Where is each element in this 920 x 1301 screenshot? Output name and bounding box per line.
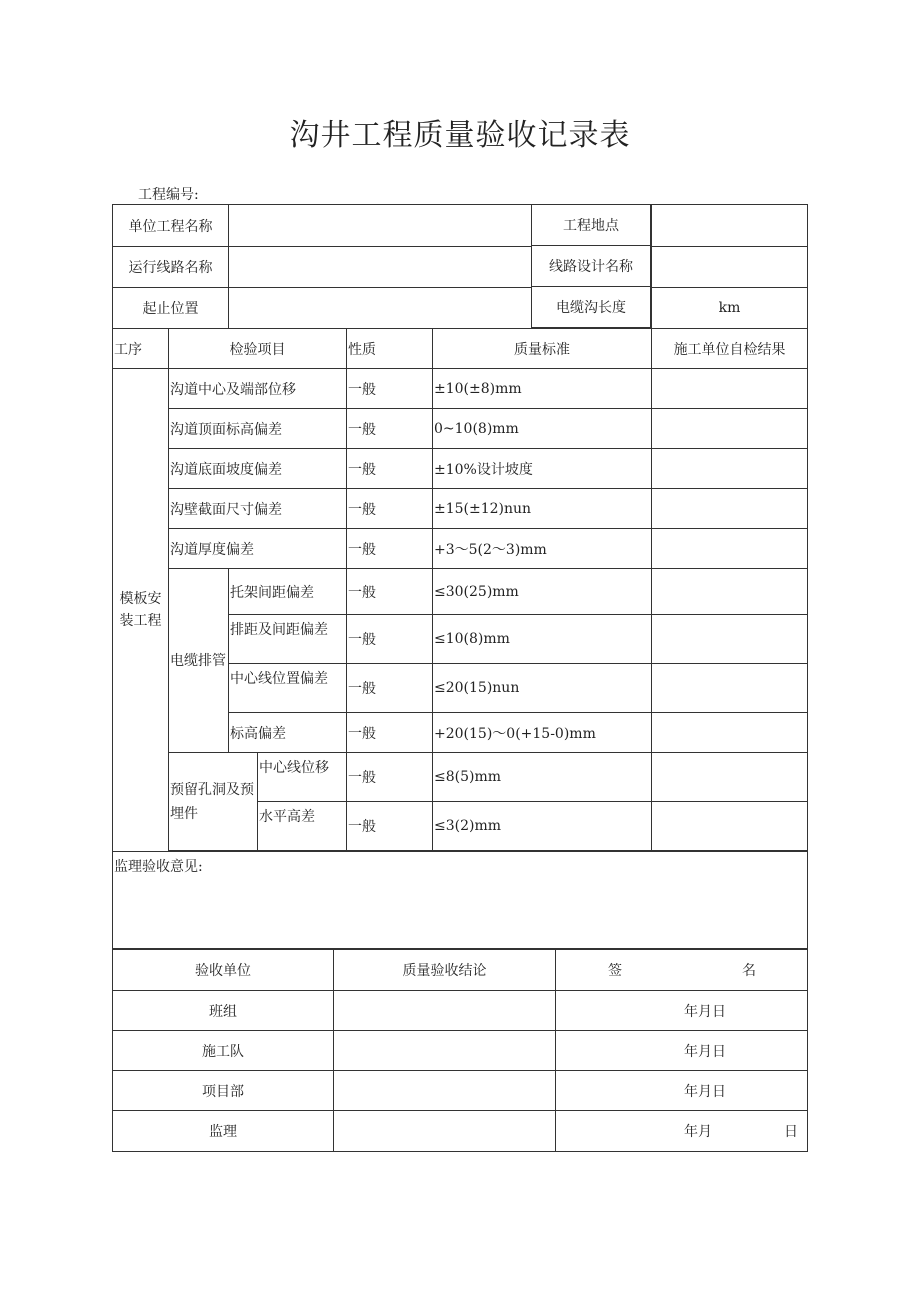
item-nature: 一般 (347, 529, 433, 569)
date-day: 日 (784, 1124, 798, 1140)
self-check-cell[interactable] (652, 802, 808, 851)
item-name: 水平高差 (258, 802, 347, 851)
self-check-cell[interactable] (652, 615, 808, 664)
item-nature: 一般 (347, 802, 433, 851)
item-nature: 一般 (347, 449, 433, 489)
self-check-cell[interactable] (652, 664, 808, 713)
project-location-field[interactable] (652, 205, 808, 247)
signature-date[interactable]: 年月日 (556, 991, 808, 1031)
start-end-label: 起止位置 (113, 288, 229, 329)
unit-project-name-field[interactable] (229, 205, 652, 247)
conclusion-cell[interactable] (334, 991, 556, 1031)
self-check-cell[interactable] (652, 753, 808, 802)
acceptance-unit: 项目部 (113, 1071, 334, 1111)
acceptance-unit: 监理 (113, 1111, 334, 1152)
sign-char-2: 名 (742, 963, 756, 979)
item-standard: ≤8(5)mm (433, 753, 652, 802)
signature-date[interactable] (556, 1111, 808, 1152)
self-check-cell[interactable] (652, 713, 808, 753)
self-check-cell[interactable] (652, 409, 808, 449)
item-standard: ≤3(2)mm (433, 802, 652, 851)
col-nature: 性质 (347, 329, 433, 369)
item-name: 中心线位置偏差 (229, 664, 347, 713)
item-nature: 一般 (347, 489, 433, 529)
item-name: 托架间距偏差 (229, 569, 347, 615)
start-end-field[interactable] (229, 288, 652, 329)
page-title: 沟井工程质量验收记录表 (289, 118, 631, 153)
sign-char-1: 签 (608, 963, 622, 979)
col-acceptance-unit: 验收单位 (113, 950, 334, 991)
self-check-cell[interactable] (652, 489, 808, 529)
acceptance-unit: 班组 (113, 991, 334, 1031)
signature-date[interactable]: 年月日 (556, 1031, 808, 1071)
cable-pipe-group: 电缆排管 (169, 569, 229, 753)
item-standard: ≤20(15)nun (433, 664, 652, 713)
item-standard: ≤30(25)mm (433, 569, 652, 615)
self-check-cell[interactable] (652, 529, 808, 569)
conclusion-cell[interactable] (334, 1111, 556, 1152)
item-name: 沟壁截面尺寸偏差 (169, 489, 347, 529)
reserved-group: 预留孔洞及预埋件 (169, 753, 258, 851)
item-standard: 0~10(8)mm (433, 409, 652, 449)
col-self-check: 施工单位自检结果 (652, 329, 808, 369)
item-name: 中心线位移 (258, 753, 347, 802)
process-name: 模板安装工程 (113, 369, 169, 852)
conclusion-cell[interactable] (334, 1071, 556, 1111)
item-standard: +3～5(2～3)mm (433, 529, 652, 569)
item-standard: ≤10(8)mm (433, 615, 652, 664)
item-standard: ±15(±12)nun (433, 489, 652, 529)
trench-length-unit: km (652, 288, 808, 329)
project-location-label: 工程地点 (531, 204, 651, 246)
item-standard: ±10%设计坡度 (433, 449, 652, 489)
acceptance-table (112, 949, 808, 1152)
line-design-name-label: 线路设计名称 (531, 245, 651, 287)
item-name: 沟道底面坡度偏差 (169, 449, 347, 489)
item-name: 沟道顶面标高偏差 (169, 409, 347, 449)
col-item: 检验项目 (169, 329, 347, 369)
trench-length-label: 电缆沟长度 (531, 286, 651, 328)
item-standard: ±10(±8)mm (433, 369, 652, 409)
item-nature: 一般 (347, 615, 433, 664)
item-name: 沟道厚度偏差 (169, 529, 347, 569)
item-nature: 一般 (347, 664, 433, 713)
unit-project-name-label: 单位工程名称 (113, 205, 229, 247)
self-check-cell[interactable] (652, 449, 808, 489)
col-process: 工序 (113, 329, 169, 369)
date-year-month: 年月 (684, 1124, 712, 1140)
line-name-label: 运行线路名称 (113, 247, 229, 288)
col-signature (556, 950, 808, 991)
col-quality-conclusion: 质量验收结论 (334, 950, 556, 991)
item-nature: 一般 (347, 369, 433, 409)
item-name: 标高偏差 (229, 713, 347, 753)
item-nature: 一般 (347, 409, 433, 449)
project-number-label: 工程编号: (138, 187, 199, 203)
item-name: 沟道中心及端部位移 (169, 369, 347, 409)
supervision-opinion[interactable]: 监理验收意见: (113, 852, 808, 949)
col-standard: 质量标准 (433, 329, 652, 369)
item-nature: 一般 (347, 753, 433, 802)
self-check-cell[interactable] (652, 569, 808, 615)
line-name-field[interactable] (229, 247, 652, 288)
signature-date[interactable]: 年月日 (556, 1071, 808, 1111)
line-design-name-field[interactable] (652, 247, 808, 288)
item-standard: +20(15)～0(+15-0)mm (433, 713, 652, 753)
inspection-table-main (112, 204, 808, 949)
self-check-cell[interactable] (652, 369, 808, 409)
acceptance-unit: 施工队 (113, 1031, 334, 1071)
item-nature: 一般 (347, 713, 433, 753)
item-nature: 一般 (347, 569, 433, 615)
item-name: 排距及间距偏差 (229, 615, 347, 664)
conclusion-cell[interactable] (334, 1031, 556, 1071)
